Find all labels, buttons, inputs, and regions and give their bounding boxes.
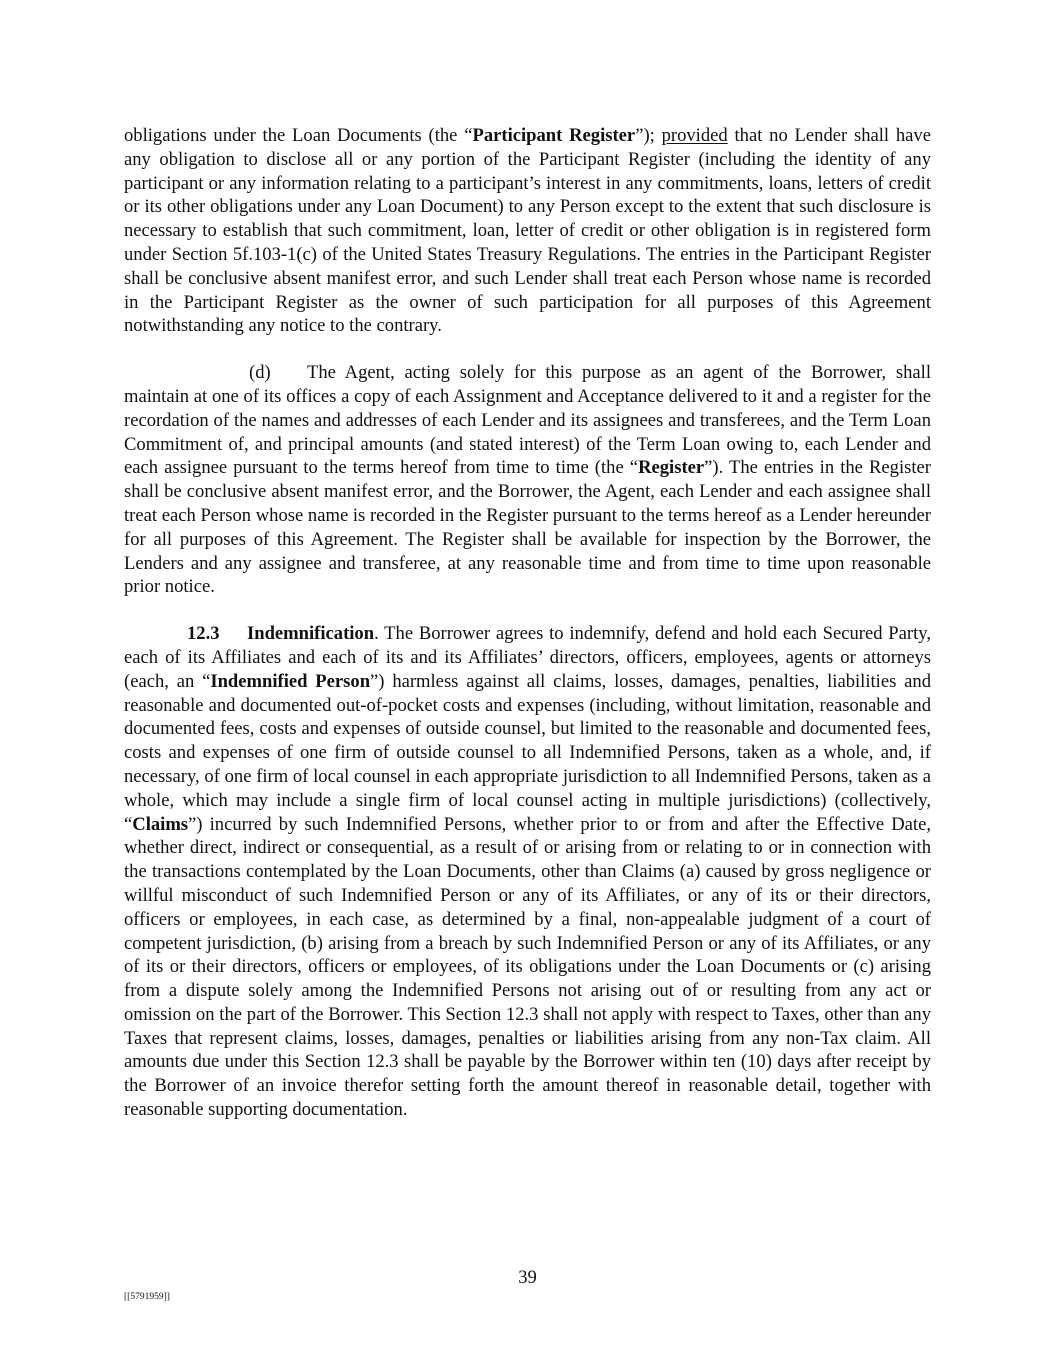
defined-term-register: Register [638, 457, 705, 479]
text-run: ”); [635, 125, 662, 146]
document-body [124, 124, 931, 1122]
defined-term-participant-register: Participant Register [472, 125, 636, 146]
text-run: The Agent, acting solely for this purpose as an agent of the Borrower, shall maintain at one of its offices a copy of each Assignment and Acceptance delivered to it and a register for the recordation of the names and addresses of each Lender and its assignees and transferees, and the Term Loan Commitment of, and principal amounts (and stated interest) of the Term Loan owing to, each Lender and each assignee pursuant to the terms hereof from time to time (the “ [124, 362, 931, 479]
text-run: ”) incurred by such Indemnified Persons, whether prior to or from and after the Effective Date, whether direct, indirect or consequential, as a result of or arising from or relating to or in connection with the transactions contemplated by the Loan Documents, other than Claims (a) caused by gross negligence or willful misconduct of such Indemnified Person or any of its Affiliates, or any of its or their directors, officers or employees, in each case, as determined by a final, non-appealable judgment of a court of competent jurisdiction, (b) arising from a breach by such Indemnified Person or any of its Affiliates, or any of its or their directors, officers or employees, of its obligations under the Loan Documents or (c) arising from a dispute solely among the Indemnified Persons not arising out of or resulting from any act or omission on the part of the Borrower. This Section 12.3 shall not apply with respect to Taxes, other than any Taxes that represent claims, losses, damages, penalties or liabilities arising from any non-Tax claim. All amounts due under this Section 12.3 shall be payable by the Borrower within ten (10) days after receipt by the Borrower of an invoice therefor setting forth the amount thereof in reasonable detail, together with reasonable supporting documentation. [124, 813, 931, 1121]
defined-term-claims: Claims [132, 813, 189, 835]
section-number: 12.3 [187, 623, 220, 645]
text-run: obligations under the Loan Documents (the “ [124, 125, 473, 146]
text-run: ”) harmless against all claims, losses, damages, penalties, liabilities and reasonable and documented out-of-pocket costs and expenses (including, without limitation, reasonable and documented fees, costs and expenses of outside counsel, but limited to the reasonable and documented fees, costs and expenses of one firm of outside counsel to all Indemnified Persons, taken as a whole, and, if necessary, of one firm of local counsel in each appropriate jurisdiction to all Indemnified Persons, taken as a whole, which may include a single firm of local counsel acting in multiple jurisdictions) (collectively, “ [124, 670, 931, 835]
section-heading: Indemnification [247, 623, 375, 645]
underlined-provided: provided [661, 125, 728, 146]
section-12-3 [124, 622, 931, 1122]
page-number: 39 [518, 1267, 537, 1288]
defined-term-indemnified-person: Indemnified Person [210, 670, 371, 692]
text-run: ”). The entries in the Register shall be conclusive absent manifest error, and the Borrower, the Agent, each Lender and each assignee shall treat each Person whose name is recorded in the Register pursuant to the terms hereof as a Lender hereunder for all purposes of this Agreement. The Register shall be available for inspection by the Borrower, the Lenders and any assignee and transferee, at any reasonable time and from time to time upon reasonable prior notice. [124, 457, 931, 598]
text-run: . [374, 623, 379, 645]
text-run: that no Lender shall have any obligation to disclose all or any portion of the Participant Register (including the identity of any participant or any information relating to a participant’s interest in any commitments, loans, letters of credit or its other obligations under any Loan Document) to any Person except to the extent that such disclosure is necessary to establish that such commitment, loan, letter of credit or other obligation is in registered form under Section 5f.103-1(c) of the United States Treasury Regulations. The entries in the Participant Register shall be conclusive absent manifest error, and such Lender shall treat each Person whose name is recorded in the Participant Register as the owner of such participation for all purposes of this Agreement notwithstanding any notice to the contrary. [124, 125, 931, 337]
text-run: The Borrower agrees to indemnify, defend and hold each Secured Party, each of its Affiliates and each of its and its Affiliates’ directors, officers, employees, agents or attorneys (each, an “ [124, 623, 931, 692]
document-id: [[5791959]] [124, 1292, 170, 1302]
paragraph-c-continued [124, 124, 931, 338]
paragraph-d [124, 361, 931, 599]
paragraph-label: (d) [249, 362, 271, 384]
